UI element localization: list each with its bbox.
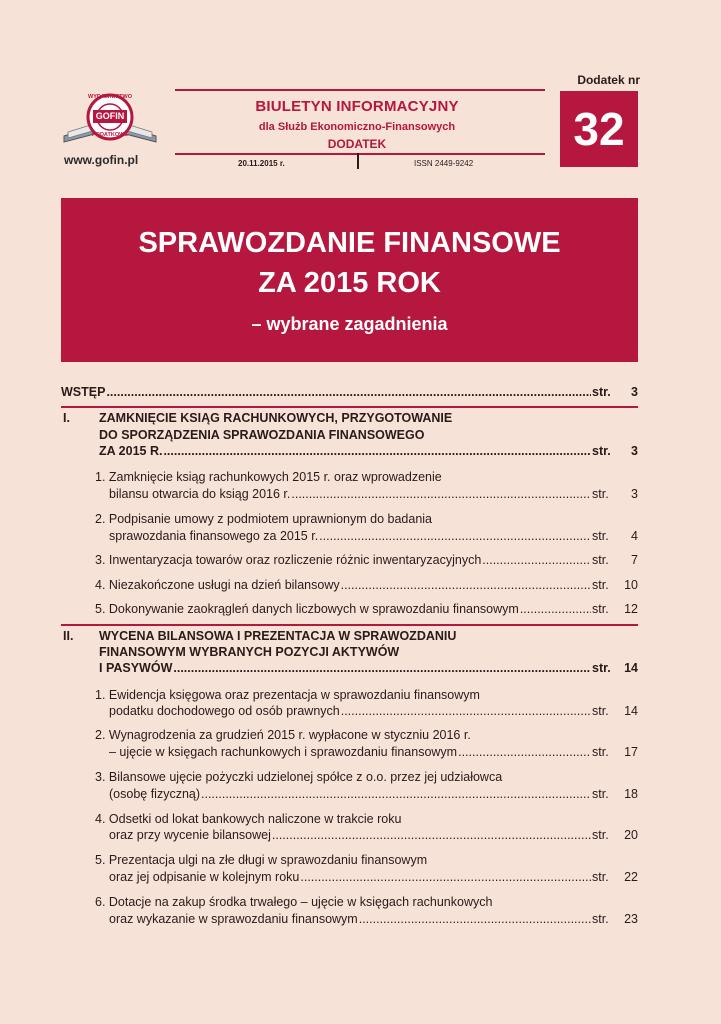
s1-item1-line1: 1. Zamknięcie ksiąg rachunkowych 2015 r. oraz wprowadzenie	[95, 470, 442, 484]
toc-item[interactable]: 3. Inwentaryzacja towarów oraz rozliczenie różnic inwentaryzacyjnych ..... str. 7	[95, 553, 638, 567]
section1-line1: ZAMKNIĘCIE KSIĄG RACHUNKOWYCH, PRZYGOTOWANIE	[99, 411, 453, 425]
s2-item1-line1: 1. Ewidencja księgowa oraz prezentacja w sprawozdaniu finansowym	[95, 688, 480, 702]
toc-item[interactable]: 5. Dokonywanie zaokrągleń danych liczbowych w sprawozdaniu finansowym ..... str. 12	[95, 602, 638, 616]
section2-line1: WYCENA BILANSOWA I PREZENTACJA W SPRAWOZDANIU	[99, 629, 457, 643]
toc-separator	[61, 624, 638, 626]
section1-line2: DO SPORZĄDZENIA SPRAWOZDANIA FINANSOWEGO	[99, 428, 425, 442]
issn: ISSN 2449-9242	[414, 159, 474, 168]
s2-item4-line1: 4. Odsetki od lokat bankowych naliczone w trakcie roku	[95, 812, 402, 826]
toc-item[interactable]: sprawozdania finansowego za 2015 r. ..... str. 4	[109, 529, 638, 543]
logo-ring-bottom: PODATKOWE	[92, 132, 128, 138]
website-link[interactable]: www.gofin.pl	[64, 153, 139, 167]
toc-item[interactable]: oraz wykazanie w sprawozdaniu finansowym ..... str. 23	[109, 912, 638, 926]
issue-date: 20.11.2015 r.	[238, 159, 285, 168]
toc-intro-page: 3	[631, 385, 638, 399]
toc-item[interactable]: podatku dochodowego od osób prawnych ..... str. 14	[109, 704, 638, 718]
logo-text: GOFIN	[95, 111, 125, 121]
header-bottom-rule	[175, 153, 545, 155]
logo-ring-top: WYDAWNICTWO	[88, 94, 132, 100]
section2-line2: FINANSOWYM WYBRANYCH POZYCJI AKTYWÓW	[99, 645, 400, 659]
s1-item2-line1: 2. Podpisanie umowy z podmiotem uprawnionym do badania	[95, 512, 432, 526]
toc-section1[interactable]: ZA 2015 R. ..... str. 3	[99, 444, 638, 458]
s2-item3-line1: 3. Bilansowe ujęcie pożyczki udzielonej spółce z o.o. przez jej udziałowca	[95, 770, 503, 784]
section2-roman: II.	[63, 629, 74, 643]
s2-item2-line1: 2. Wynagrodzenia za grudzień 2015 r. wypłacone w styczniu 2016 r.	[95, 728, 471, 742]
toc-item[interactable]: oraz jej odpisanie w kolejnym roku ..... str. 22	[109, 870, 638, 884]
toc-item[interactable]: oraz przy wycenie bilansowej ..... str. 20	[109, 828, 638, 842]
toc-section2[interactable]: I PASYWÓW ..... str. 14	[99, 661, 638, 675]
s2-item6-line1: 6. Dotacje na zakup środka trwałego – ujęcie w księgach rachunkowych	[95, 895, 493, 909]
bulletin-title: BIULETYN INFORMACYJNY	[255, 98, 459, 115]
toc-separator	[61, 406, 638, 408]
toc-item[interactable]: (osobę fizyczną) ..... str. 18	[109, 787, 638, 801]
toc-item[interactable]: – ujęcie w księgach rachunkowych i sprawozdaniu finansowym ..... str. 17	[109, 745, 638, 759]
s2-item5-line1: 5. Prezentacja ulgi na złe długi w sprawozdaniu finansowym	[95, 853, 428, 867]
supplement-label: Dodatek nr	[577, 73, 640, 87]
toc-item[interactable]: 4. Niezakończone usługi na dzień bilansowy ..... str. 10	[95, 578, 638, 592]
banner-title-line2: ZA 2015 ROK	[258, 267, 441, 299]
bulletin-supplement: DODATEK	[327, 137, 387, 151]
toc-intro-label: WSTĘP	[61, 385, 106, 399]
banner-subtitle: – wybrane zagadnienia	[251, 314, 448, 334]
supplement-number: 32	[560, 91, 638, 167]
section1-roman: I.	[63, 411, 70, 425]
toc-intro[interactable]: WSTĘP ..... str. 3	[61, 385, 638, 399]
banner-title-line1: SPRAWOZDANIE FINANSOWE	[138, 227, 561, 259]
header-top-rule	[175, 89, 545, 91]
header-divider	[357, 153, 359, 169]
section1-page: 3	[631, 444, 638, 458]
gofin-logo	[60, 92, 160, 150]
title-banner	[61, 198, 638, 362]
section2-page: 14	[624, 661, 638, 675]
bulletin-subtitle: dla Służb Ekonomiczno-Finansowych	[258, 121, 456, 133]
toc-item[interactable]: bilansu otwarcia do ksiąg 2016 r. ..... str. 3	[109, 487, 638, 501]
